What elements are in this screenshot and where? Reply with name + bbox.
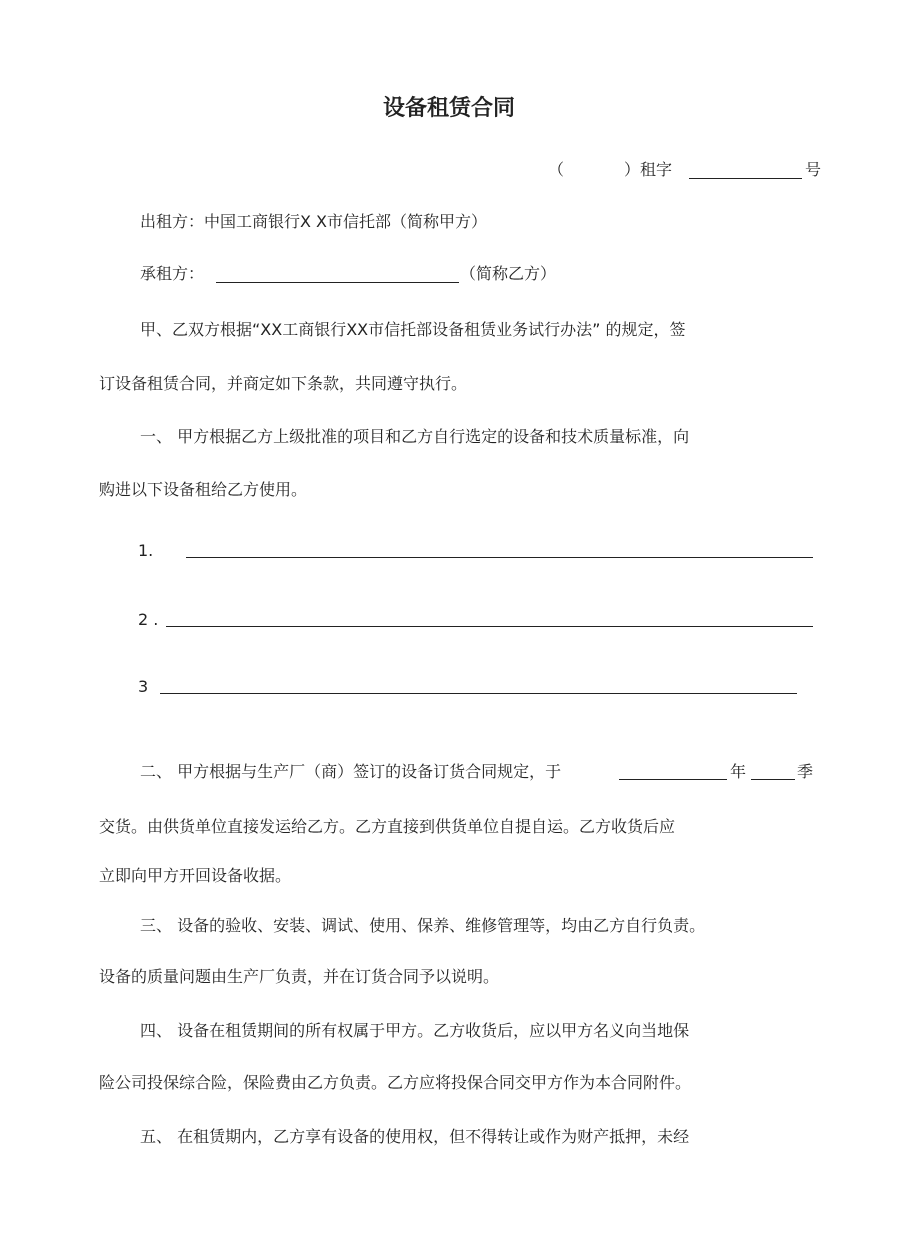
clause-2-line-3: 立即向甲方开回设备收据。 xyxy=(99,866,292,885)
clause-5-line-1: 五、 在租赁期内，乙方享有设备的使用权，但不得转让或作为财产抵押，未经 xyxy=(140,1127,690,1146)
item-number: 3 xyxy=(138,677,149,696)
intro-line-1: 甲、乙双方根据“XX工商银行XX市信托部设备租赁业务试行办法” 的规定，签 xyxy=(140,320,686,339)
contract-no-close-paren: ）租字 xyxy=(624,160,673,179)
item-blank-line[interactable] xyxy=(160,693,797,694)
lessor-line: 出租方：中国工商银行X X市信托部（简称甲方） xyxy=(140,212,488,231)
item-blank-line[interactable] xyxy=(166,626,813,627)
contract-no-suffix: 号 xyxy=(805,160,822,179)
clause-3-line-1: 三、 设备的验收、安装、调试、使用、保养、维修管理等，均由乙方自行负责。 xyxy=(140,916,706,935)
clause-2-line-2: 交货。由供货单位直接发运给乙方。乙方直接到供货单位自提自运。乙方收货后应 xyxy=(99,817,676,836)
clause-2-year-label: 年 xyxy=(730,762,747,781)
clause-2-line-1-start: 二、 甲方根据与生产厂（商）签订的设备订货合同规定，于 xyxy=(140,762,562,781)
intro-line-2: 订设备租赁合同，并商定如下条款，共同遵守执行。 xyxy=(99,374,468,393)
item-number: 1. xyxy=(138,541,154,560)
clause-1-line-1: 一、 甲方根据乙方上级批准的项目和乙方自行选定的设备和技术质量标准，向 xyxy=(140,427,690,446)
lessee-name-blank[interactable] xyxy=(216,282,459,283)
contract-no-blank[interactable] xyxy=(689,178,802,179)
delivery-season-blank[interactable] xyxy=(751,779,795,780)
lessee-suffix: （简称乙方） xyxy=(460,264,557,283)
delivery-year-blank[interactable] xyxy=(619,779,727,780)
contract-no-open-paren: （ xyxy=(548,160,565,179)
clause-4-line-1: 四、 设备在租赁期间的所有权属于甲方。乙方收货后，应以甲方名义向当地保 xyxy=(140,1021,690,1040)
clause-4-line-2: 险公司投保综合险，保险费由乙方负责。乙方应将投保合同交甲方作为本合同附件。 xyxy=(99,1073,692,1092)
clause-1-line-2: 购进以下设备租给乙方使用。 xyxy=(99,480,308,499)
document-title: 设备租赁合同 xyxy=(383,96,516,121)
item-blank-line[interactable] xyxy=(186,557,813,558)
item-number: 2 . xyxy=(138,610,159,629)
clause-2-season-label: 季 xyxy=(797,762,814,781)
clause-3-line-2: 设备的质量问题由生产厂负责，并在订货合同予以说明。 xyxy=(99,967,500,986)
lessee-label: 承租方： xyxy=(140,264,205,283)
